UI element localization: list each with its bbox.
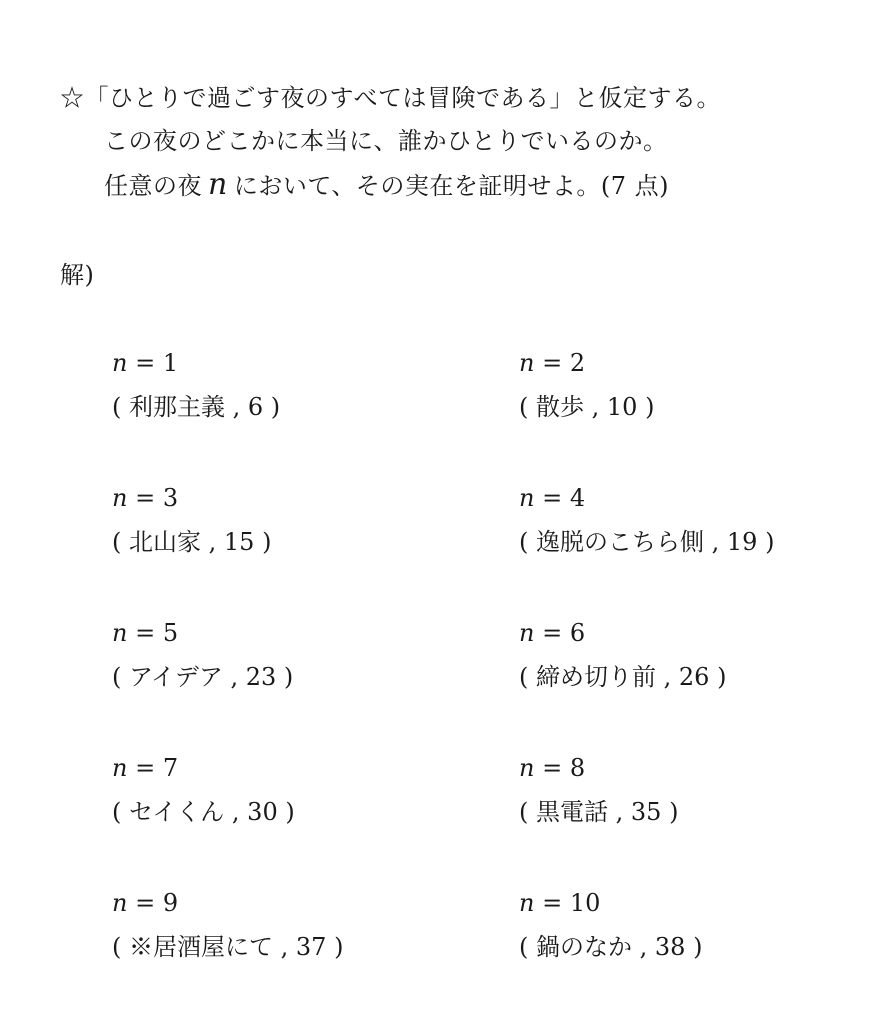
entry-n-value: = 9 (127, 889, 179, 917)
problem-statement-line-1: ☆「ひとりで過ごす夜のすべては冒険である」と仮定する。 (60, 84, 722, 112)
answer-entry (519, 618, 875, 692)
entry-name: セイくん (129, 798, 225, 826)
entry-equation (519, 618, 875, 648)
problem-line-3-suffix: において、その実在を証明せよ。(7 点) (233, 172, 669, 200)
entry-name: ※居酒屋にて (129, 933, 273, 961)
answer-entry (112, 483, 472, 557)
entry-name: 散歩 (536, 393, 584, 421)
answer-label: 解) (60, 261, 95, 289)
entry-n-value: = 8 (534, 754, 586, 782)
answer-entry (112, 888, 472, 962)
entry-tuple: ( 黒電話 , 35 ) (519, 798, 679, 826)
problem-statement-line-3 (104, 167, 669, 202)
entry-value: 6 (247, 393, 264, 421)
entry-tuple: ( セイくん , 30 ) (112, 798, 295, 826)
answer-entry (112, 348, 472, 422)
entry-equation (519, 753, 875, 783)
entry-name: 利那主義 (129, 393, 225, 421)
entry-equation (112, 618, 472, 648)
entry-value: 19 (726, 528, 758, 556)
entry-tuple: ( 鍋のなか , 38 ) (519, 933, 703, 961)
entry-variable: n (112, 889, 128, 917)
entry-name: 北山家 (129, 528, 201, 556)
entry-name: 締め切り前 (536, 663, 656, 691)
entry-tuple: ( 散歩 , 10 ) (519, 393, 655, 421)
entry-n-value: = 6 (534, 619, 586, 647)
entry-name: アイデア (129, 663, 223, 691)
entry-name: 黒電話 (536, 798, 608, 826)
entry-equation (519, 888, 875, 918)
entry-tuple: ( 締め切り前 , 26 ) (519, 663, 727, 691)
entry-variable: n (519, 889, 535, 917)
answer-entry (112, 618, 472, 692)
entry-equation (112, 348, 472, 378)
entry-value: 15 (223, 528, 255, 556)
entry-variable: n (519, 349, 535, 377)
entry-variable: n (519, 754, 535, 782)
entry-name: 鍋のなか (536, 933, 632, 961)
entry-tuple: ( 北山家 , 15 ) (112, 528, 272, 556)
entry-tuple: ( ※居酒屋にて , 37 ) (112, 933, 344, 961)
answer-entry (519, 753, 875, 827)
entry-value: 30 (247, 798, 278, 826)
entry-tuple: ( 逸脱のこちら側 , 19 ) (519, 528, 775, 556)
problem-statement-line-2: この夜のどこかに本当に、誰かひとりでいるのか。 (104, 127, 668, 155)
answer-entry (519, 888, 875, 962)
entry-value: 23 (245, 663, 277, 691)
entry-equation (112, 483, 472, 513)
variable-n: n (208, 167, 228, 202)
entry-n-value: = 10 (534, 889, 601, 917)
entry-name: 逸脱のこちら側 (536, 528, 704, 556)
entry-variable: n (112, 349, 128, 377)
answer-entry (519, 348, 875, 422)
entry-n-value: = 4 (534, 484, 586, 512)
entry-equation (112, 888, 472, 918)
entry-tuple: ( アイデア , 23 ) (112, 663, 294, 691)
entry-value: 35 (630, 798, 662, 826)
entry-variable: n (519, 484, 535, 512)
entry-n-value: = 2 (534, 349, 586, 377)
entry-tuple: ( 利那主義 , 6 ) (112, 393, 281, 421)
entry-equation (519, 483, 875, 513)
entry-value: 26 (678, 663, 710, 691)
entry-value: 10 (606, 393, 638, 421)
entry-variable: n (112, 754, 128, 782)
entry-variable: n (112, 619, 128, 647)
entry-variable: n (112, 484, 128, 512)
answer-entry (519, 483, 875, 557)
entry-value: 38 (654, 933, 686, 961)
answer-entry (112, 753, 472, 827)
entry-n-value: = 5 (127, 619, 179, 647)
entry-n-value: = 1 (127, 349, 179, 377)
entry-variable: n (519, 619, 535, 647)
entry-n-value: = 7 (127, 754, 179, 782)
entry-n-value: = 3 (127, 484, 179, 512)
entry-equation (112, 753, 472, 783)
problem-line-3-prefix: 任意の夜 (104, 172, 202, 200)
entry-value: 37 (295, 933, 327, 961)
entry-equation (519, 348, 875, 378)
